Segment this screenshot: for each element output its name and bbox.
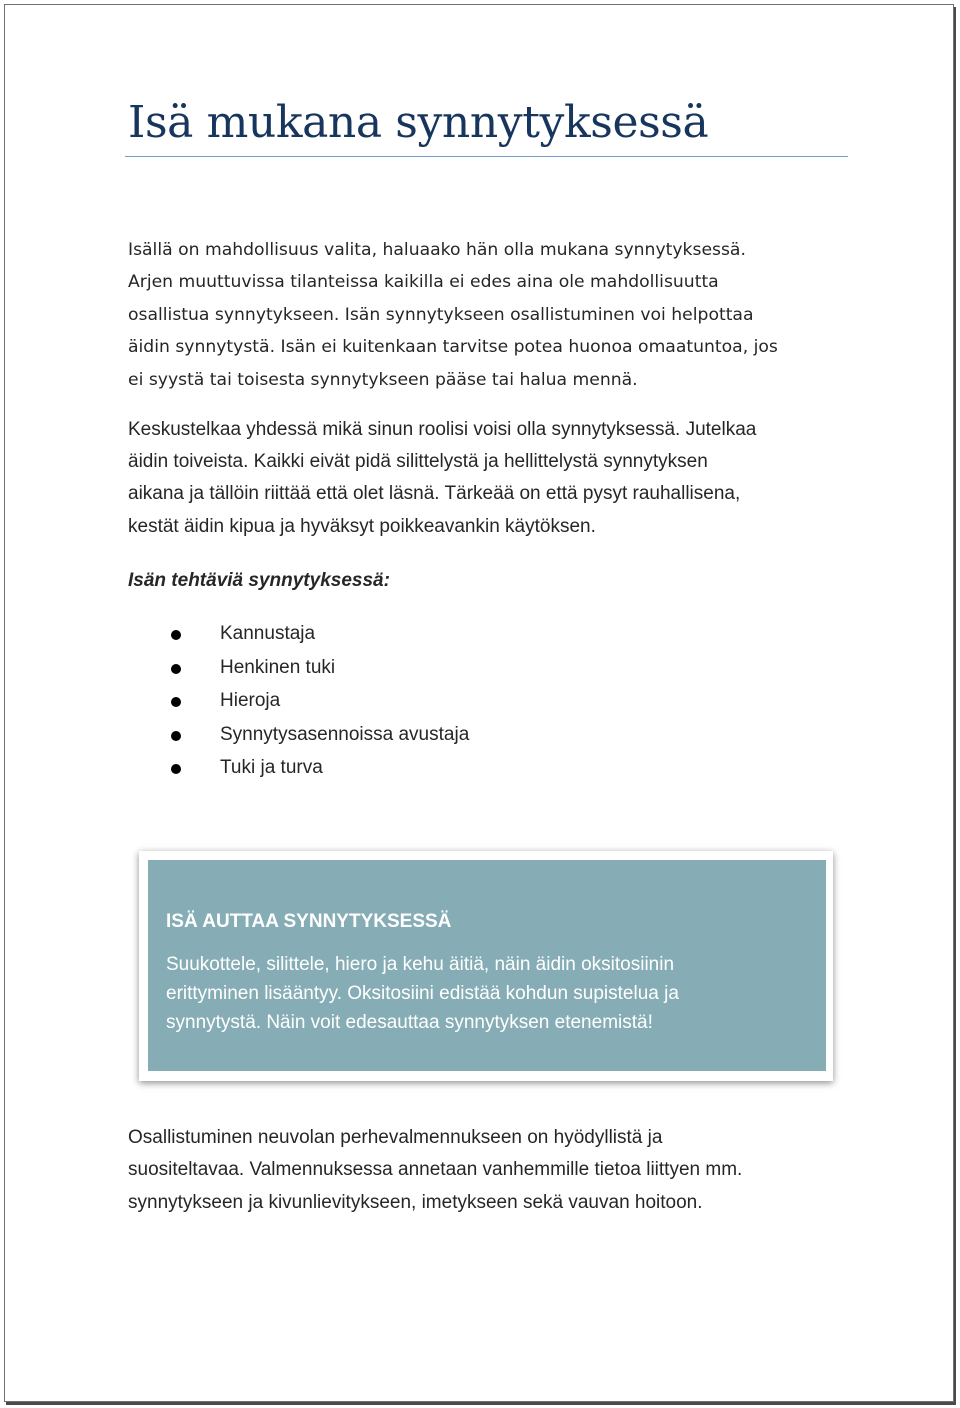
task-label: Henkinen tuki	[220, 656, 336, 678]
callout-box	[139, 851, 833, 1081]
discussion-line: kestät äidin kipua ja hyväksyt poikkeavankin käytöksen.	[128, 515, 596, 537]
intro-line: osallistua synnytykseen. Isän synnytykseen osallistuminen voi helpottaa	[128, 304, 754, 325]
title-underline	[125, 156, 848, 157]
discussion-line: aikana ja tällöin riittää että olet läsnä. Tärkeää on että pysyt rauhallisena,	[128, 483, 741, 505]
bullet-icon	[171, 664, 181, 674]
callout-heading: ISÄ AUTTAA SYNNYTYKSESSÄ	[166, 911, 452, 932]
task-label: Synnytysasennoissa avustaja	[220, 723, 470, 745]
task-label: Tuki ja turva	[220, 757, 323, 778]
callout-line: synnytystä. Näin voit edesauttaa synnytyksen etenemistä!	[166, 1012, 653, 1033]
closing-line: Osallistuminen neuvolan perhevalmennukseen on hyödyllistä ja	[128, 1127, 663, 1148]
document-page	[4, 4, 954, 1402]
callout-panel	[148, 860, 826, 1071]
intro-line: Isällä on mahdollisuus valita, haluaako hän olla mukana synnytyksessä.	[128, 240, 746, 260]
callout-line: erittyminen lisääntyy. Oksitosiini edistää kohdun supistelua ja	[166, 983, 679, 1004]
intro-line: Arjen muuttuvissa tilanteissa kaikilla ei edes aina ole mahdollisuutta	[128, 272, 719, 293]
task-label: Kannustaja	[220, 623, 316, 644]
intro-line: äidin synnytystä. Isän ei kuitenkaan tarvitse potea huonoa omaatuntoa, jos	[128, 337, 778, 358]
bullet-icon	[171, 764, 181, 774]
intro-line: ei syystä tai toisesta synnytykseen pääse tai halua mennä.	[128, 369, 638, 390]
intro-paragraph	[128, 234, 848, 396]
discussion-line: äidin toiveista. Kaikki eivät pidä silittelystä ja hellittelystä synnytyksen	[128, 451, 708, 473]
tasks-heading: Isän tehtäviä synnytyksessä:	[128, 570, 390, 591]
task-label: Hieroja	[220, 690, 281, 711]
callout-line: Suukottele, silittele, hiero ja kehu äitiä, näin äidin oksitosiinin	[166, 954, 675, 975]
page-title: Isä mukana synnytyksessä	[128, 97, 709, 148]
bullet-icon	[171, 630, 181, 640]
callout-text	[166, 950, 816, 1037]
closing-line: suositeltavaa. Valmennuksessa annetaan vanhemmille tietoa liittyen mm.	[128, 1159, 743, 1181]
discussion-paragraph	[128, 414, 848, 543]
discussion-line: Keskustelkaa yhdessä mikä sinun roolisi voisi olla synnytyksessä. Jutelkaa	[128, 419, 757, 440]
closing-line: synnytykseen ja kivunlievitykseen, imetykseen sekä vauvan hoitoon.	[128, 1191, 703, 1213]
bullet-icon	[171, 731, 181, 741]
closing-paragraph	[128, 1122, 848, 1219]
bullet-icon	[171, 697, 181, 707]
